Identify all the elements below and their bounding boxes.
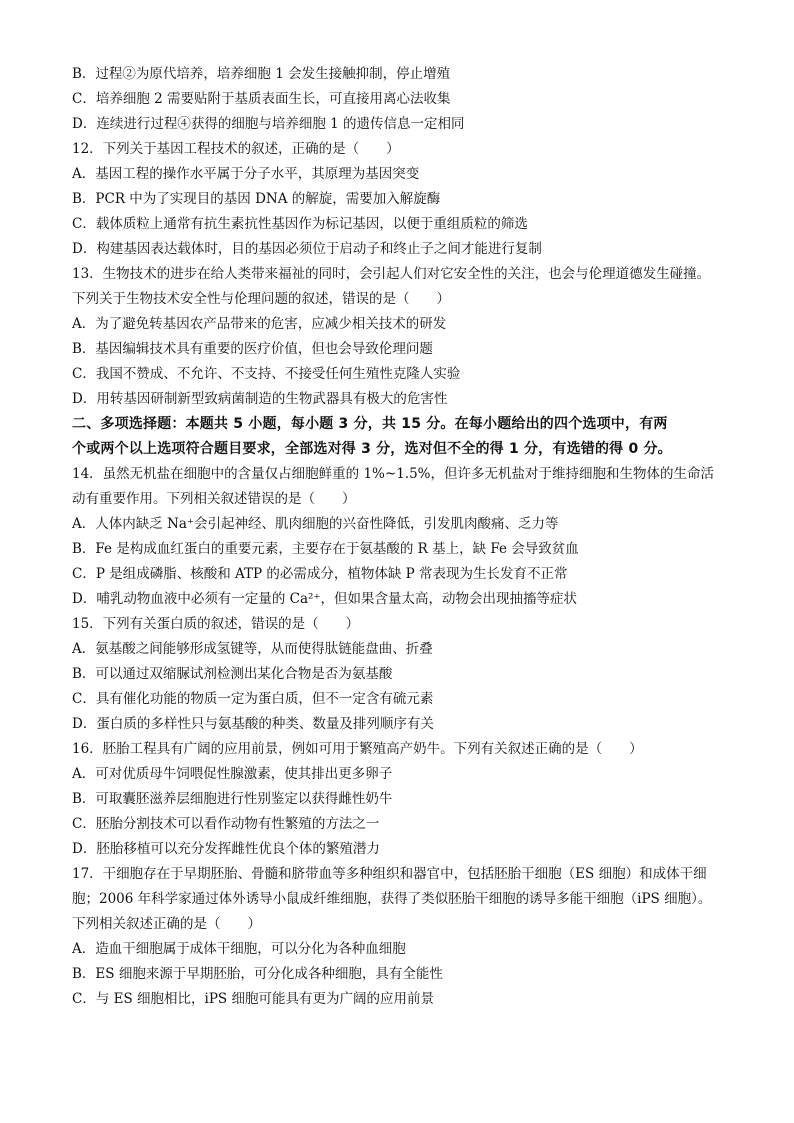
q16-option-d: D．胚胎移植可以充分发挥雌性优良个体的繁殖潜力 — [72, 841, 380, 857]
q17-option-c: C．与 ES 细胞相比，iPS 细胞可能具有更为广阔的应用前景 — [72, 991, 434, 1007]
q12-stem: 12．下列关于基因工程技术的叙述，正确的是（ ） — [72, 141, 400, 157]
q13-option-c: C．我国不赞成、不允许、不支持、不接受任何生殖性克隆人实验 — [72, 366, 461, 382]
q15-option-b: B．可以通过双缩脲试剂检测出某化合物是否为氨基酸 — [72, 666, 393, 682]
q13-stem-1: 13．生物技术的进步在给人类带来福祉的同时，会引起人们对它安全性的关注，也会与伦理道德发生碰撞。 — [72, 266, 711, 282]
q14-option-b: B．Fe 是构成血红蛋白的重要元素，主要存在于氨基酸的 R 基上，缺 Fe 会导致贫血 — [72, 541, 579, 557]
q14-option-c: C．P 是组成磷脂、核酸和 ATP 的必需成分，植物体缺 P 常表现为生长发育不正常 — [72, 566, 568, 582]
q14-stem-2: 动有重要作用。下列相关叙述错误的是（ ） — [72, 491, 356, 507]
q12-option-d: D．构建基因表达载体时，目的基因必须位于启动子和终止子之间才能进行复制 — [72, 241, 542, 257]
q15-option-a: A．氨基酸之间能够形成氢键等，从而使得肽链能盘曲、折叠 — [72, 641, 433, 657]
q12-option-c: C．载体质粒上通常有抗生素抗性基因作为标记基因，以便于重组质粒的筛选 — [72, 216, 528, 232]
q15-option-c: C．具有催化功能的物质一定为蛋白质，但不一定含有硫元素 — [72, 691, 434, 707]
q17-stem-3: 下列相关叙述正确的是（ ） — [72, 916, 261, 932]
q13-option-b: B．基因编辑技术具有重要的医疗价值，但也会导致伦理问题 — [72, 341, 433, 357]
q11-option-c: C．培养细胞 2 需要贴附于基质表面生长，可直接用离心法收集 — [72, 91, 451, 107]
q12-option-b: B．PCR 中为了实现目的基因 DNA 的解旋，需要加入解旋酶 — [72, 191, 441, 207]
q15-option-d: D．蛋白质的多样性只与氨基酸的种类、数量及排列顺序有关 — [72, 716, 434, 732]
q17-stem-1: 17．干细胞存在于早期胚胎、骨髓和脐带血等多种组织和器官中，包括胚胎干细胞（ES 细胞）和成体干细 — [72, 866, 707, 882]
q12-option-a: A．基因工程的操作水平属于分子水平，其原理为基因突变 — [72, 166, 420, 182]
q13-stem-2: 下列关于生物技术安全性与伦理问题的叙述，错误的是（ ） — [72, 291, 450, 307]
q11-option-d: D．连续进行过程④获得的细胞与培养细胞 1 的遗传信息一定相同 — [72, 116, 465, 132]
q15-stem: 15．下列有关蛋白质的叙述，错误的是（ ） — [72, 616, 360, 632]
q16-option-c: C．胚胎分割技术可以看作动物有性繁殖的方法之一 — [72, 816, 380, 832]
q14-stem-1: 14．虽然无机盐在细胞中的含量仅占细胞鲜重的 1%~1.5%，但许多无机盐对于维持细胞和生物体的生命活 — [72, 466, 714, 482]
q14-option-a: A．人体内缺乏 Na⁺会引起神经、肌肉细胞的兴奋性降低，引发肌肉酸痛、乏力等 — [72, 516, 559, 532]
q16-option-a: A．可对优质母牛饲喂促性腺激素，使其排出更多卵子 — [72, 766, 393, 782]
q16-stem: 16．胚胎工程具有广阔的应用前景，例如可用于繁殖高产奶牛。下列有关叙述正确的是（ ） — [72, 741, 643, 757]
q17-option-b: B．ES 细胞来源于早期胚胎，可分化成各种细胞，具有全能性 — [72, 966, 443, 982]
section-heading-2: 个或两个以上选项符合题目要求，全部选对得 3 分，选对但不全的得 1 分，有选错的得 0 分。 — [72, 441, 672, 457]
q13-option-a: A．为了避免转基因农产品带来的危害，应减少相关技术的研发 — [72, 316, 447, 332]
section-heading-1: 二、多项选择题：本题共 5 小题，每小题 3 分，共 15 分。在每小题给出的四个选项中，有两 — [72, 416, 668, 432]
q17-option-a: A．造血干细胞属于成体干细胞，可以分化为各种血细胞 — [72, 941, 406, 957]
q14-option-d: D．哺乳动物血液中必须有一定量的 Ca²⁺，但如果含量太高，动物会出现抽搐等症状 — [72, 591, 578, 607]
q13-option-d: D．用转基因研制新型致病菌制造的生物武器具有极大的危害性 — [72, 391, 448, 407]
q17-stem-2: 胞；2006 年科学家通过体外诱导小鼠成纤维细胞，获得了类似胚胎干细胞的诱导多能干细胞（iPS 细胞）。 — [72, 891, 712, 907]
q11-option-b: B．过程②为原代培养，培养细胞 1 会发生接触抑制，停止增殖 — [72, 66, 451, 82]
q16-option-b: B．可取囊胚滋养层细胞进行性别鉴定以获得雌性奶牛 — [72, 791, 393, 807]
